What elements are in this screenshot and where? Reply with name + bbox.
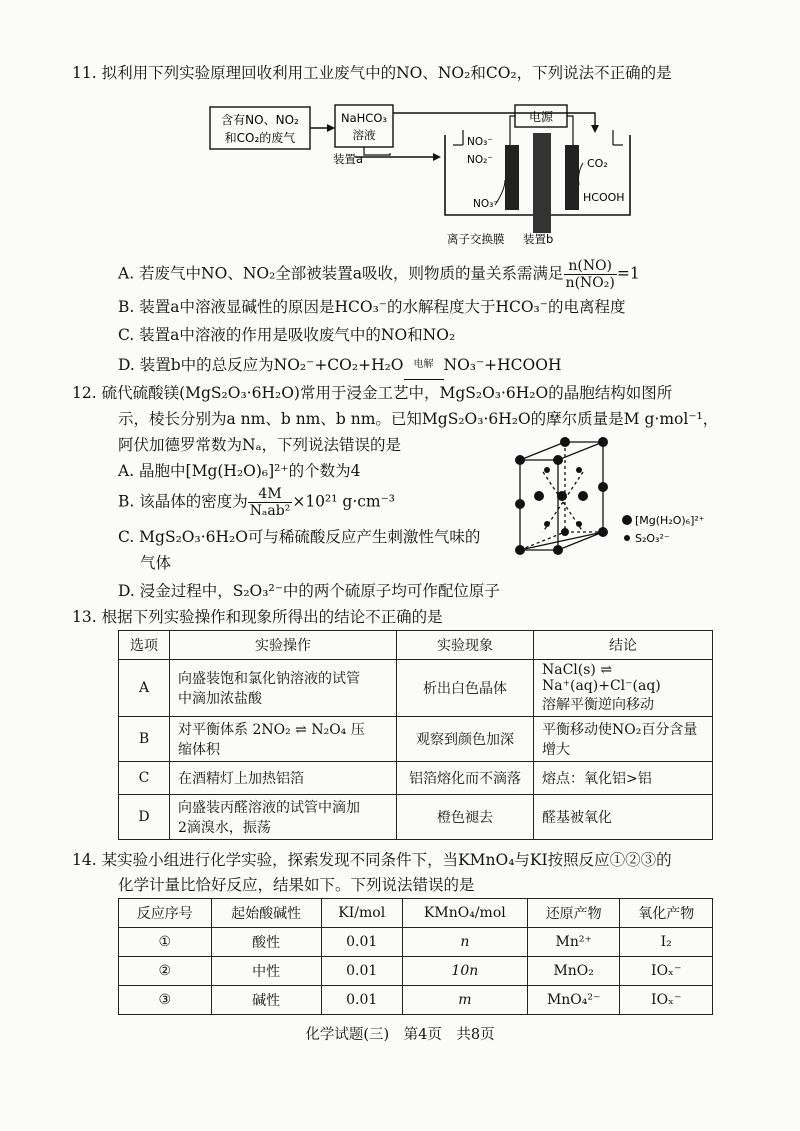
row-phenomenon: 观察到颜色加深 bbox=[397, 717, 534, 762]
electrolysis-condition: 电解 bbox=[413, 359, 434, 370]
q13-stem: 13. 根据下列实验操作和现象所得出的结论不正确的是 bbox=[72, 608, 443, 626]
crystal-cell-diagram bbox=[505, 432, 720, 567]
row-conclusion bbox=[534, 717, 713, 762]
row-option: C bbox=[119, 762, 170, 795]
no3-top-label: NO₃⁻ bbox=[467, 136, 493, 148]
header-cell: 氧化产物 bbox=[620, 899, 713, 928]
table-header-row bbox=[119, 631, 713, 660]
q14-line-1: 14. 某实验小组进行化学实验，探索发现不同条件下，当KMnO₄与KI按照反应①②③的 bbox=[72, 851, 672, 869]
table-cell: 酸性 bbox=[211, 928, 321, 957]
hcooh-label: HCOOH bbox=[583, 191, 625, 204]
left-electrode bbox=[505, 145, 519, 210]
row-option: A bbox=[119, 660, 170, 717]
q14-line-2: 化学计量比恰好反应，结果如下。下列说法错误的是 bbox=[118, 876, 475, 894]
legend-mg-complex: [Mg(H₂O)₆]²⁺ bbox=[635, 514, 705, 527]
q12-option-b-tail: ×10²¹ g·cm⁻³ bbox=[292, 492, 396, 511]
q12-line-1: 12. 硫代硫酸镁(MgS₂O₃·6H₂O)常用于浸金工艺中，MgS₂O₃·6H₂O的晶胞结构如图所 bbox=[72, 384, 673, 402]
q11-option-c: C. 装置a中溶液的作用是吸收废气中的NO和NO₂ bbox=[118, 326, 456, 344]
q13-table bbox=[118, 630, 713, 840]
table-cell: MnO₂ bbox=[527, 957, 620, 986]
q12-line-3: 阿伏加德罗常数为Nₐ，下列说法错误的是 bbox=[118, 436, 402, 454]
q11-option-a bbox=[118, 258, 640, 291]
row-phenomenon: 铝箔熔化而不滴落 bbox=[397, 762, 534, 795]
co2-label: CO₂ bbox=[587, 157, 608, 170]
ion-exchange-membrane bbox=[533, 133, 551, 233]
q12-option-a: A. 晶胞中[Mg(H₂O)₆]²⁺的个数为4 bbox=[118, 462, 361, 480]
q11-stem: 11. 拟利用下列实验原理回收利用工业废气中的NO、NO₂和CO₂，下列说法不正确的是 bbox=[72, 64, 672, 82]
table-cell: 中性 bbox=[211, 957, 321, 986]
row-conclusion: 醛基被氧化 bbox=[534, 795, 713, 840]
table-cell: Mn²⁺ bbox=[527, 928, 620, 957]
fraction-numerator: n(NO) bbox=[564, 258, 617, 275]
header-cell: 反应序号 bbox=[119, 899, 212, 928]
header-conclusion: 结论 bbox=[534, 631, 713, 660]
fraction-numerator: 4M bbox=[248, 486, 293, 503]
membrane-label: 离子交换膜 bbox=[447, 232, 505, 246]
q12-option-c-2: 气体 bbox=[140, 554, 172, 572]
row-operation bbox=[170, 660, 397, 717]
table-row bbox=[119, 717, 713, 762]
power-label: 电源 bbox=[528, 110, 554, 124]
operation-line: 中滴加浓盐酸 bbox=[178, 691, 262, 707]
q12-line-2: 示，棱长分别为a nm、b nm、b nm。已知MgS₂O₃·6H₂O的摩尔质量是M g·mol⁻¹， bbox=[118, 410, 719, 428]
row-operation bbox=[170, 717, 397, 762]
q12-option-b-fraction bbox=[248, 486, 293, 519]
q14-table bbox=[118, 898, 713, 1015]
row-conclusion: 熔点：氧化铝>铝 bbox=[534, 762, 713, 795]
table-cell: n bbox=[402, 928, 527, 957]
fraction-denominator: Nₐab² bbox=[249, 503, 291, 519]
table-cell: 10n bbox=[402, 957, 527, 986]
device-b-label: 装置b bbox=[523, 232, 554, 246]
nahco3-label-2: 溶液 bbox=[352, 128, 376, 142]
table-header-row bbox=[119, 899, 713, 928]
table-cell: IOₓ⁻ bbox=[620, 986, 713, 1015]
top-pipe-arrow bbox=[591, 125, 599, 133]
q12-option-b-text: B. 该晶体的密度为 bbox=[118, 492, 248, 511]
nahco3-label-1: NaHCO₃ bbox=[341, 111, 387, 125]
electrolysis-arrow bbox=[404, 352, 444, 380]
waste-gas-label-1: 含有NO、NO₂ bbox=[221, 113, 299, 127]
arrow-head-1 bbox=[327, 124, 335, 132]
table-cell: 碱性 bbox=[211, 986, 321, 1015]
q11-option-d-text: D. 装置b中的总反应为NO₂⁻+CO₂+H₂O bbox=[118, 356, 404, 374]
device-a-label: 装置a bbox=[332, 152, 364, 166]
header-operation: 实验操作 bbox=[170, 631, 397, 660]
row-operation bbox=[170, 795, 397, 840]
q11-option-a-fraction bbox=[564, 258, 617, 291]
q12-option-c-1: C. MgS₂O₃·6H₂O可与稀硫酸反应产生刺激性气味的 bbox=[118, 528, 481, 546]
row-option: D bbox=[119, 795, 170, 840]
header-cell: KMnO₄/mol bbox=[402, 899, 527, 928]
row-operation: 在酒精灯上加热铝箔 bbox=[170, 762, 397, 795]
header-cell: 起始酸碱性 bbox=[211, 899, 321, 928]
table-cell: ② bbox=[119, 957, 212, 986]
conclusion-line: NaCl(s) ⇌ Na⁺(aq)+Cl⁻(aq) bbox=[542, 662, 661, 694]
table-row bbox=[119, 795, 713, 840]
table-cell: ③ bbox=[119, 986, 212, 1015]
table-row bbox=[119, 928, 713, 957]
header-cell: KI/mol bbox=[321, 899, 402, 928]
table-cell: 0.01 bbox=[321, 928, 402, 957]
operation-line: 向盛装丙醛溶液的试管中滴加 bbox=[178, 800, 360, 816]
q11-option-b: B. 装置a中溶液显碱性的原因是HCO₃⁻的水解程度大于HCO₃⁻的电离程度 bbox=[118, 298, 626, 316]
operation-line: 向盛装饱和氯化钠溶液的试管 bbox=[178, 671, 360, 687]
operation-line: 对平衡体系 2NO₂ ⇌ N₂O₄ 压 bbox=[178, 722, 365, 738]
operation-line: 缩体积 bbox=[178, 742, 220, 758]
table-cell: MnO₄²⁻ bbox=[527, 986, 620, 1015]
page-footer: 化学试题(三) 第4页 共8页 bbox=[305, 1027, 495, 1043]
waste-gas-label-2: 和CO₂的废气 bbox=[224, 131, 296, 145]
q11-option-d-tail: NO₃⁻+HCOOH bbox=[443, 356, 562, 374]
operation-line: 2滴溴水，振荡 bbox=[178, 820, 271, 836]
q11-option-d bbox=[118, 352, 561, 380]
q11-option-a-tail: =1 bbox=[616, 264, 640, 283]
right-electrode bbox=[565, 145, 579, 210]
table-cell: IOₓ⁻ bbox=[620, 957, 713, 986]
fraction-denominator: n(NO₂) bbox=[565, 275, 615, 291]
table-cell: I₂ bbox=[620, 928, 713, 957]
table-cell: 0.01 bbox=[321, 986, 402, 1015]
row-phenomenon: 橙色褪去 bbox=[397, 795, 534, 840]
legend-s2o3: S₂O₃²⁻ bbox=[635, 532, 670, 545]
mg-complex-atoms bbox=[515, 437, 608, 555]
row-conclusion bbox=[534, 660, 713, 717]
q12-option-b bbox=[118, 486, 395, 519]
table-row bbox=[119, 957, 713, 986]
conclusion-line: 平衡移动使NO₂百分含量增大 bbox=[542, 722, 698, 758]
header-option: 选项 bbox=[119, 631, 170, 660]
table-row bbox=[119, 986, 713, 1015]
q11-diagram bbox=[205, 95, 645, 255]
table-row bbox=[119, 660, 713, 717]
row-option: B bbox=[119, 717, 170, 762]
no3-bottom-label: NO₃⁻ bbox=[473, 198, 499, 210]
q12-option-d: D. 浸金过程中，S₂O₃²⁻中的两个硫原子均可作配位原子 bbox=[118, 582, 500, 600]
table-cell: ① bbox=[119, 928, 212, 957]
row-phenomenon: 析出白色晶体 bbox=[397, 660, 534, 717]
conclusion-line: 溶解平衡逆向移动 bbox=[542, 697, 654, 713]
q11-option-a-text: A. 若废气中NO、NO₂全部被装置a吸收，则物质的量关系需满足 bbox=[118, 264, 564, 283]
header-cell: 还原产物 bbox=[527, 899, 620, 928]
table-cell: 0.01 bbox=[321, 957, 402, 986]
table-row bbox=[119, 762, 713, 795]
no2-label: NO₂⁻ bbox=[467, 154, 493, 166]
header-phenomenon: 实验现象 bbox=[397, 631, 534, 660]
table-cell: m bbox=[402, 986, 527, 1015]
